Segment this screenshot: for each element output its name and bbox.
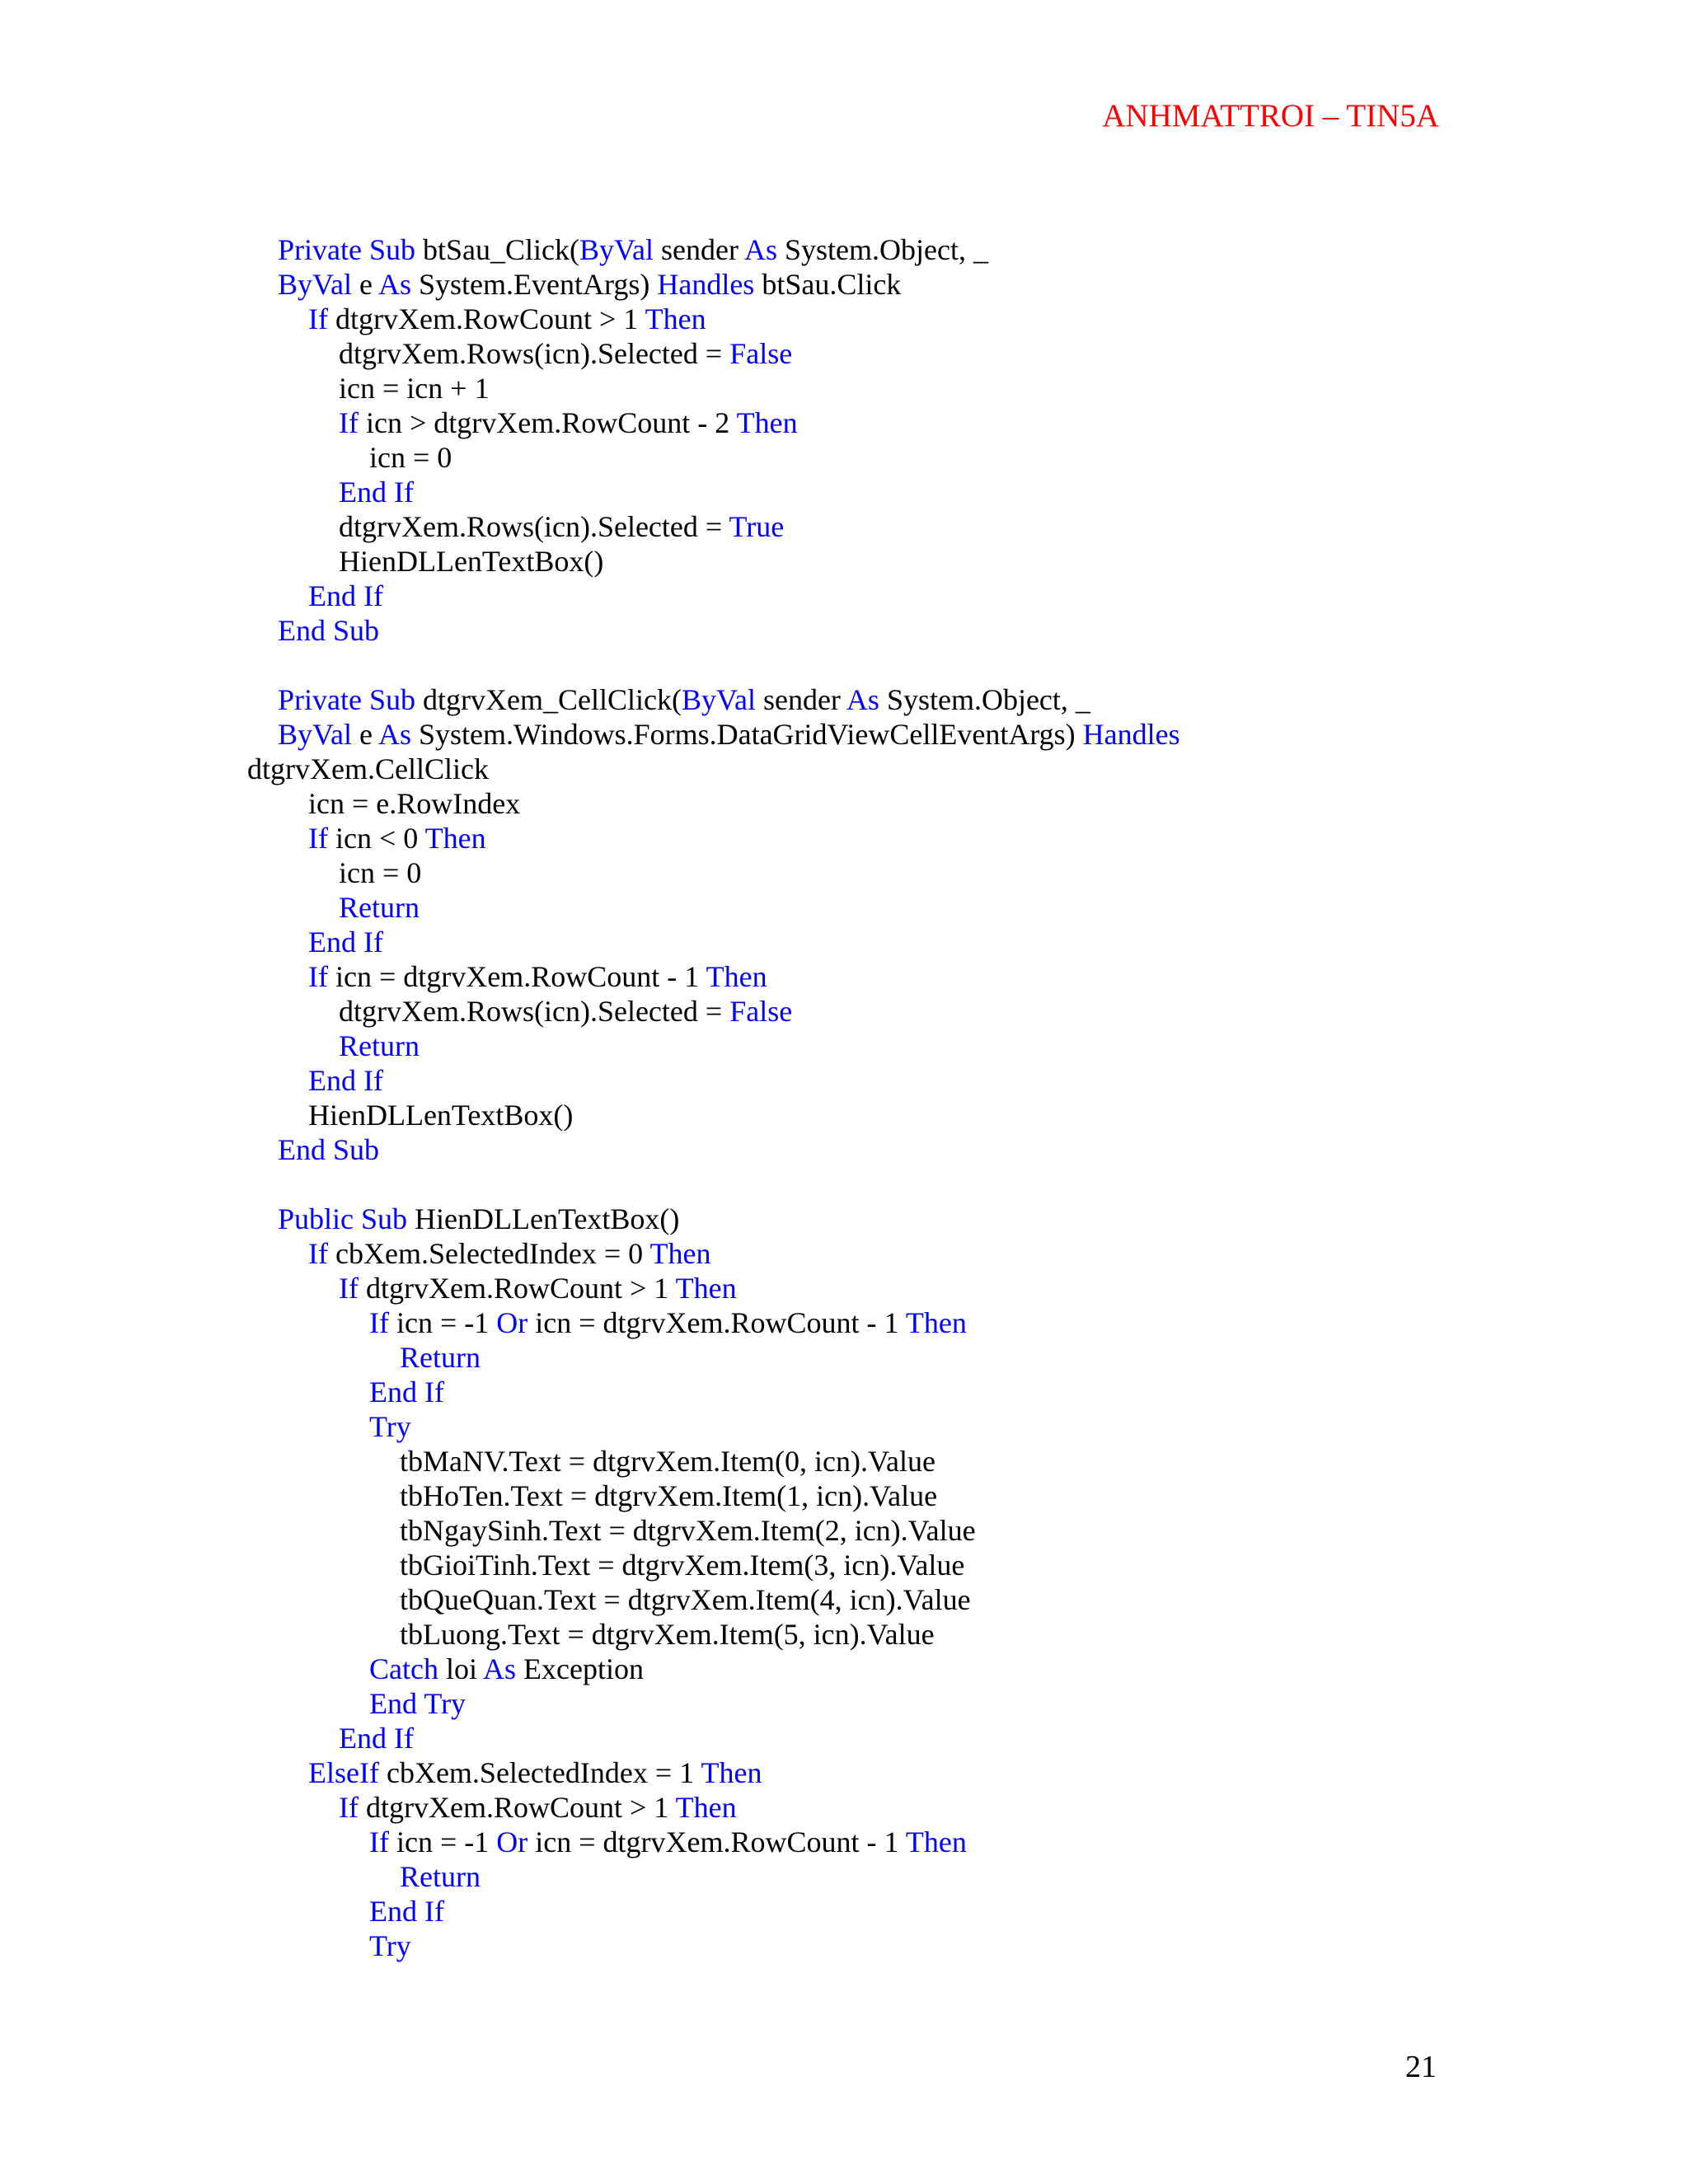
code-line bbox=[308, 786, 520, 821]
code-text: dtgrvXem.RowCount > 1 bbox=[358, 1791, 676, 1824]
code-keyword: Try bbox=[369, 1410, 411, 1443]
code-keyword: As bbox=[846, 683, 879, 716]
code-text: tbMaNV.Text = dtgrvXem.Item(0, icn).Value bbox=[400, 1445, 935, 1478]
code-keyword: If bbox=[369, 1825, 389, 1858]
code-line bbox=[308, 579, 383, 613]
code-text: icn = 0 bbox=[339, 856, 422, 889]
code-text: dtgrvXem.Rows(icn).Selected = bbox=[339, 995, 730, 1028]
code-keyword: End If bbox=[369, 1895, 444, 1928]
code-keyword: Then bbox=[736, 406, 798, 439]
code-keyword: Then bbox=[706, 960, 767, 993]
code-text: dtgrvXem.CellClick bbox=[247, 752, 489, 785]
code-text: System.Windows.Forms.DataGridViewCellEventArgs) bbox=[411, 718, 1083, 751]
code-keyword: Then bbox=[701, 1756, 762, 1789]
page-header: ANHMATTROI – TIN5A bbox=[1102, 98, 1439, 134]
code-line bbox=[247, 752, 489, 786]
code-line bbox=[278, 1202, 679, 1236]
code-text: e bbox=[352, 718, 378, 751]
code-keyword: Catch bbox=[369, 1652, 438, 1685]
code-keyword: Private Sub bbox=[278, 683, 415, 716]
code-line bbox=[339, 1721, 414, 1755]
code-text: icn = icn + 1 bbox=[339, 372, 490, 405]
code-text: System.EventArgs) bbox=[411, 268, 658, 301]
code-keyword: ElseIf bbox=[308, 1756, 379, 1789]
code-keyword: If bbox=[308, 822, 328, 855]
code-line bbox=[339, 1790, 737, 1825]
code-line bbox=[400, 1617, 935, 1652]
code-keyword: ByVal bbox=[579, 233, 654, 266]
code-line bbox=[339, 405, 798, 440]
code-line bbox=[400, 1548, 964, 1582]
code-line bbox=[339, 890, 420, 925]
code-text: HienDLLenTextBox() bbox=[407, 1202, 680, 1235]
code-keyword: If bbox=[308, 1237, 328, 1270]
code-keyword: As bbox=[378, 268, 412, 301]
code-text: tbNgaySinh.Text = dtgrvXem.Item(2, icn).Value bbox=[400, 1514, 976, 1547]
code-line bbox=[369, 1825, 967, 1859]
code-line bbox=[339, 544, 603, 579]
code-keyword: Public Sub bbox=[278, 1202, 408, 1235]
code-line bbox=[339, 1029, 420, 1063]
code-keyword: Then bbox=[424, 822, 486, 855]
code-line bbox=[278, 267, 901, 302]
code-line bbox=[308, 821, 486, 855]
code-keyword: End If bbox=[369, 1376, 444, 1408]
code-keyword: If bbox=[308, 960, 328, 993]
code-keyword: Then bbox=[649, 1237, 711, 1270]
code-text: sender bbox=[755, 683, 846, 716]
code-text: cbXem.SelectedIndex = 1 bbox=[378, 1756, 701, 1789]
code-text: dtgrvXem.Rows(icn).Selected = bbox=[339, 337, 730, 370]
code-keyword: Try bbox=[369, 1929, 411, 1962]
code-line bbox=[308, 959, 767, 994]
code-line bbox=[308, 925, 383, 959]
code-keyword: ByVal bbox=[278, 268, 352, 301]
code-text: dtgrvXem_CellClick( bbox=[415, 683, 682, 716]
code-line bbox=[278, 1132, 379, 1167]
code-text: btSau.Click bbox=[754, 268, 902, 301]
code-keyword: Or bbox=[496, 1306, 528, 1339]
code-text: tbQueQuan.Text = dtgrvXem.Item(4, icn).Value bbox=[400, 1583, 971, 1616]
code-keyword: If bbox=[308, 302, 328, 335]
code-keyword: Return bbox=[400, 1341, 481, 1374]
code-keyword: Private Sub bbox=[278, 233, 415, 266]
code-keyword: Handles bbox=[1082, 718, 1180, 751]
code-keyword: ByVal bbox=[278, 718, 352, 751]
code-line bbox=[339, 855, 421, 890]
code-line bbox=[369, 1375, 444, 1409]
code-keyword: Then bbox=[905, 1306, 967, 1339]
code-line bbox=[339, 509, 784, 544]
code-line bbox=[369, 1409, 411, 1444]
code-text: e bbox=[352, 268, 378, 301]
code-line bbox=[278, 232, 988, 267]
code-keyword: Then bbox=[675, 1272, 737, 1305]
code-line bbox=[308, 1236, 710, 1271]
code-line bbox=[400, 1479, 937, 1513]
code-line bbox=[400, 1340, 481, 1375]
code-line bbox=[278, 682, 1090, 717]
code-keyword: As bbox=[483, 1652, 517, 1685]
code-line bbox=[400, 1859, 481, 1894]
code-text: loi bbox=[438, 1652, 484, 1685]
code-line bbox=[400, 1444, 935, 1479]
code-line bbox=[369, 440, 452, 475]
code-line bbox=[278, 613, 379, 648]
code-text: icn = dtgrvXem.RowCount - 1 bbox=[327, 960, 706, 993]
code-line bbox=[308, 1063, 383, 1098]
code-keyword: Or bbox=[496, 1825, 528, 1858]
code-text: HienDLLenTextBox() bbox=[339, 545, 604, 578]
code-line bbox=[339, 475, 414, 509]
code-keyword: Then bbox=[645, 302, 706, 335]
code-text: System.Object, _ bbox=[879, 683, 1090, 716]
code-line bbox=[369, 1305, 967, 1340]
code-line bbox=[400, 1513, 976, 1548]
code-line bbox=[369, 1686, 466, 1721]
code-text: dtgrvXem.Rows(icn).Selected = bbox=[339, 510, 729, 543]
code-line bbox=[278, 717, 1180, 752]
code-line bbox=[339, 336, 792, 371]
code-keyword: End If bbox=[308, 579, 383, 612]
code-text: icn = 0 bbox=[369, 441, 452, 474]
code-keyword: ByVal bbox=[681, 683, 756, 716]
code-keyword: If bbox=[339, 406, 359, 439]
code-keyword: As bbox=[743, 233, 777, 266]
code-text: icn = dtgrvXem.RowCount - 1 bbox=[528, 1825, 906, 1858]
code-line bbox=[308, 1755, 762, 1790]
code-text: System.Object, _ bbox=[776, 233, 988, 266]
code-text: cbXem.SelectedIndex = 0 bbox=[327, 1237, 650, 1270]
code-keyword: If bbox=[369, 1306, 389, 1339]
code-line bbox=[339, 371, 490, 405]
code-keyword: End Sub bbox=[278, 1133, 380, 1166]
code-line bbox=[369, 1894, 444, 1929]
code-line bbox=[339, 1271, 737, 1305]
code-keyword: False bbox=[729, 337, 793, 370]
code-line bbox=[339, 994, 792, 1029]
code-keyword: End Try bbox=[369, 1687, 467, 1720]
code-keyword: Return bbox=[339, 891, 420, 924]
code-line bbox=[308, 302, 706, 336]
code-keyword: Handles bbox=[657, 268, 755, 301]
code-text: dtgrvXem.RowCount > 1 bbox=[358, 1272, 676, 1305]
code-text: Exception bbox=[516, 1652, 644, 1685]
code-keyword: Return bbox=[400, 1860, 481, 1893]
code-line bbox=[308, 1098, 573, 1132]
code-keyword: If bbox=[339, 1791, 359, 1824]
code-text: HienDLLenTextBox() bbox=[308, 1099, 574, 1132]
code-keyword: End If bbox=[339, 476, 414, 509]
code-text: icn = -1 bbox=[388, 1306, 497, 1339]
code-keyword: As bbox=[378, 718, 412, 751]
code-line bbox=[369, 1652, 644, 1686]
code-keyword: End If bbox=[308, 1064, 383, 1097]
code-keyword: Then bbox=[675, 1791, 737, 1824]
code-text: dtgrvXem.RowCount > 1 bbox=[327, 302, 645, 335]
code-line bbox=[400, 1582, 971, 1617]
code-text: icn > dtgrvXem.RowCount - 2 bbox=[358, 406, 737, 439]
code-text: icn = e.RowIndex bbox=[308, 787, 521, 820]
code-keyword: True bbox=[729, 510, 785, 543]
code-keyword: End If bbox=[308, 926, 383, 958]
code-keyword: Return bbox=[339, 1029, 420, 1062]
code-text: icn = -1 bbox=[388, 1825, 497, 1858]
code-line bbox=[369, 1929, 411, 1963]
code-keyword: End Sub bbox=[278, 614, 380, 647]
code-text: tbLuong.Text = dtgrvXem.Item(5, icn).Value bbox=[400, 1618, 935, 1651]
code-text: tbHoTen.Text = dtgrvXem.Item(1, icn).Value bbox=[400, 1479, 938, 1512]
code-text: tbGioiTinh.Text = dtgrvXem.Item(3, icn).Value bbox=[400, 1549, 965, 1582]
code-keyword: End If bbox=[339, 1722, 414, 1755]
page-number: 21 bbox=[1405, 2050, 1437, 2084]
code-text: icn = dtgrvXem.RowCount - 1 bbox=[528, 1306, 906, 1339]
code-keyword: Then bbox=[905, 1825, 967, 1858]
code-text: sender bbox=[653, 233, 744, 266]
code-text: btSau_Click( bbox=[415, 233, 579, 266]
code-keyword: False bbox=[729, 995, 793, 1028]
code-text: icn < 0 bbox=[327, 822, 425, 855]
code-keyword: If bbox=[339, 1272, 359, 1305]
